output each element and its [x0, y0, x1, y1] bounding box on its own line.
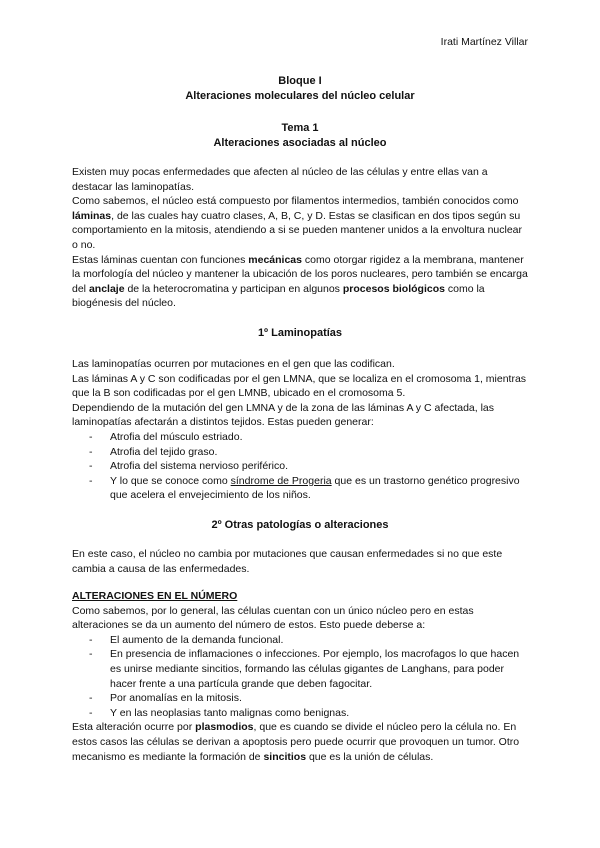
intro-paragraph-3: Estas láminas cuentan con funciones mecánicas como otorgar rigidez a la membrana, mantener la morfología del núcleo y mantener la ubicación de los poros nucleares, pero también se encarga del anclaje de la heterocromatina y participan en algunos procesos biológicos como la biogénesis del núcleo.: [72, 253, 528, 310]
list-item: - En presencia de inflamaciones o infecciones. Por ejemplo, los macrofagos lo que hacen es unirse mediante sincitios, formando las células gigantes de Langhans, para poder hacer frente a una partícula grande que deben fagocitar.: [72, 647, 528, 691]
section-3-title: ALTERACIONES EN EL NÚMERO: [72, 590, 238, 602]
progeria-term: síndrome de Progeria: [230, 474, 332, 487]
list-item: - Atrofia del músculo estriado.: [72, 430, 528, 445]
list-item: - Y en las neoplasias tanto malignas como benignas.: [72, 706, 528, 721]
laminopathy-list: [72, 430, 528, 503]
section-2-paragraph-1: En este caso, el núcleo no cambia por mutaciones que causan enfermedades si no que este cambia a causa de las enfermedades.: [72, 548, 503, 575]
section-1-paragraph-3: Dependiendo de la mutación del gen LMNA y de la zona de las láminas A y C afectada, las laminopatías afectarán a distintos tejidos. Estas pueden generar:: [72, 401, 495, 429]
block-title: Bloque I: [278, 75, 322, 87]
topic-subtitle: Alteraciones asociadas al núcleo: [213, 137, 387, 149]
section-1-paragraph-1: Las laminopatías ocurren por mutaciones en el gen que las codifican.: [72, 358, 395, 370]
section-2-title: 2º Otras patologías o alteraciones: [211, 519, 389, 531]
section-3: [72, 589, 528, 764]
intro-paragraph-2: Como sabemos, el núcleo está compuesto por filamentos intermedios, también conocidos como láminas, de las cuales hay cuatro clases, A, B, C, y D. Estas se clasifican en dos tipos según su comportamiento en la mitosis, atendiendo a si se pueden mantener unidos a la envoltura nuclear o no.: [72, 195, 523, 251]
author-name: Irati Martínez Villar: [440, 36, 528, 48]
list-item: - Por anomalías en la mitosis.: [72, 691, 528, 706]
list-item: - El aumento de la demanda funcional.: [72, 633, 528, 648]
topic-header: [72, 121, 528, 151]
section-1-body: [72, 357, 528, 503]
section-3-paragraph-1: Como sabemos, por lo general, las células cuentan con un único núcleo pero en estas alteraciones se da un aumento del número de estos. Esto puede deberse a:: [72, 604, 474, 632]
list-item: - Atrofia del sistema nervioso periférico.: [72, 459, 528, 474]
document-header: [72, 74, 528, 104]
number-alterations-list: [72, 633, 528, 721]
topic-title: Tema 1: [281, 122, 319, 134]
intro-paragraph-1: Existen muy pocas enfermedades que afecten al núcleo de las células y entre ellas van a destacar las laminopatías.: [72, 166, 488, 193]
section-2-body: [72, 547, 528, 576]
section-1-title: 1º Laminopatías: [257, 327, 343, 339]
section-3-paragraph-2: Esta alteración ocurre por plasmodios, que es cuando se divide el núcleo pero la célula no. En estos casos las células se derivan a apoptosis pero puede ocurrir que provoquen un tumor. Otro mecanismo es mediante la formación de sincitios que es la unión de células.: [72, 721, 520, 763]
list-item: - Atrofia del tejido graso.: [72, 445, 528, 460]
list-item: - Y lo que se conoce como síndrome de Progeria que es un trastorno genético progresivo que acelera el envejecimiento de los niños.: [72, 474, 528, 503]
block-subtitle: Alteraciones moleculares del núcleo celular: [185, 90, 415, 102]
section-1-paragraph-2: Las láminas A y C son codificadas por el gen LMNA, que se localiza en el cromosoma 1, mientras que la B son codificadas por el gen LMNB, ubicado en el cromosoma 5.: [72, 372, 527, 400]
intro-section: [72, 165, 528, 311]
